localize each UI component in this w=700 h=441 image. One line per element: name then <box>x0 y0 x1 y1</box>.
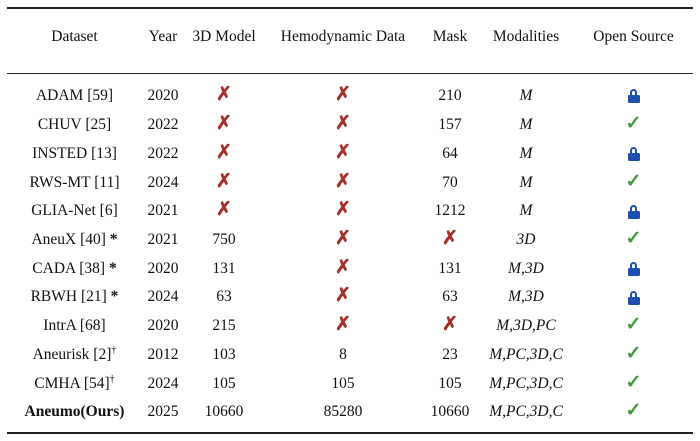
dataset-cell <box>7 73 142 111</box>
header-row <box>7 0 693 73</box>
model3d-cell <box>184 168 264 197</box>
bottom-rule <box>7 432 693 434</box>
modalities-cell: 3D <box>516 231 536 249</box>
dataset-name: GLIA-Net [6] <box>31 202 118 220</box>
table-row <box>7 398 693 427</box>
mask-cell: 63 <box>442 288 458 306</box>
table-row <box>7 254 693 283</box>
table-row <box>7 111 693 140</box>
cross-icon: ✗ <box>335 84 351 105</box>
mask-cell: 70 <box>442 173 458 191</box>
open-cell <box>574 369 693 398</box>
open-cell <box>574 73 693 111</box>
dataset-cell <box>7 254 142 283</box>
table-row <box>7 226 693 255</box>
table-row <box>7 140 693 169</box>
cross-icon: ✗ <box>335 228 351 250</box>
lock-icon <box>628 89 640 103</box>
table-row <box>7 73 693 111</box>
dataset-name: IntrA [68] <box>43 317 106 335</box>
model3d-cell <box>184 140 264 169</box>
open-cell <box>574 168 693 197</box>
header-year: Year <box>148 27 178 45</box>
mask-cell: 1212 <box>434 202 466 220</box>
year-cell: 2012 <box>147 345 179 363</box>
model3d-cell: 131 <box>212 259 236 277</box>
dataset-cell <box>7 283 142 312</box>
table-row <box>7 197 693 226</box>
check-icon: ✓ <box>625 342 642 364</box>
model3d-cell: 750 <box>212 231 236 249</box>
header-mask: Mask <box>432 27 468 45</box>
model3d-cell <box>184 111 264 140</box>
cross-icon: ✗ <box>335 314 351 336</box>
dataset-footnote-mark: * <box>105 231 118 249</box>
open-cell <box>574 254 693 283</box>
year-cell: 2020 <box>147 317 179 335</box>
dataset-cell <box>7 197 142 226</box>
cross-icon: ✗ <box>335 256 351 278</box>
hemo-cell: 8 <box>339 345 347 363</box>
modalities-cell: M,3D,PC <box>496 317 556 335</box>
dataset-name: Aneurisk [2] <box>32 346 112 364</box>
year-cell: 2022 <box>147 145 179 163</box>
dataset-comparison-table <box>7 0 693 427</box>
dataset-footnote-mark: * <box>105 259 117 277</box>
dataset-name: RBWH [21] <box>30 288 107 306</box>
dataset-cell <box>7 111 142 140</box>
dataset-cell <box>7 140 142 169</box>
hemo-cell <box>264 283 422 312</box>
header-hemodynamic-data: Hemodynamic Data <box>280 27 406 45</box>
table-body <box>7 73 693 427</box>
model3d-cell: 10660 <box>204 403 244 421</box>
mask-cell: 10660 <box>430 403 470 421</box>
check-icon: ✓ <box>625 400 642 422</box>
modalities-cell: M <box>519 116 533 134</box>
year-cell: 2020 <box>147 259 179 277</box>
model3d-cell <box>184 197 264 226</box>
header-dataset: Dataset <box>51 27 98 45</box>
mask-cell: 23 <box>442 345 458 363</box>
open-cell <box>574 111 693 140</box>
table-row <box>7 312 693 341</box>
table-row <box>7 283 693 312</box>
cross-icon: ✗ <box>335 113 351 135</box>
dataset-cell <box>7 312 142 341</box>
dataset-cell <box>7 341 142 370</box>
mask-cell <box>422 312 478 341</box>
modalities-cell: M,PC,3D,C <box>489 403 563 421</box>
dataset-footnote-mark: † <box>109 373 115 385</box>
dataset-cell <box>7 226 142 255</box>
open-cell <box>574 197 693 226</box>
cross-icon: ✗ <box>216 113 232 135</box>
dataset-name: AneuX [40] <box>31 231 106 249</box>
year-cell: 2024 <box>147 288 179 306</box>
dataset-name: CMHA [54] <box>34 375 110 393</box>
model3d-cell <box>184 73 264 111</box>
table-row <box>7 369 693 398</box>
modalities-cell: M <box>519 145 533 163</box>
year-cell: 2025 <box>147 403 179 421</box>
cross-icon: ✗ <box>442 314 458 336</box>
dataset-cell <box>7 168 142 197</box>
open-cell <box>574 398 693 427</box>
lock-icon <box>628 291 640 305</box>
hemo-cell <box>264 312 422 341</box>
model3d-cell: 105 <box>212 374 236 392</box>
cross-icon: ✗ <box>216 84 232 105</box>
hemo-cell <box>264 111 422 140</box>
year-cell: 2021 <box>147 202 179 220</box>
header-open-source: Open Source <box>593 27 674 45</box>
modalities-cell: M <box>519 173 533 191</box>
cross-icon: ✗ <box>216 142 232 164</box>
open-cell <box>574 283 693 312</box>
dataset-name: Aneumo(Ours) <box>24 403 125 421</box>
cross-icon: ✗ <box>442 228 458 250</box>
mask-cell: 210 <box>438 87 462 104</box>
dataset-cell <box>7 398 142 427</box>
modalities-cell: M <box>519 202 533 220</box>
dataset-name: CADA [38] <box>32 259 106 277</box>
model3d-cell: 63 <box>216 288 232 306</box>
hemo-cell <box>264 140 422 169</box>
cross-icon: ✗ <box>216 170 232 192</box>
open-cell <box>574 341 693 370</box>
cross-icon: ✗ <box>335 285 351 307</box>
hemo-cell <box>264 73 422 111</box>
hemo-cell <box>264 168 422 197</box>
year-cell: 2021 <box>147 231 179 249</box>
modalities-cell: M,3D <box>508 288 544 306</box>
year-cell: 2024 <box>147 374 179 392</box>
model3d-cell: 215 <box>212 317 236 335</box>
lock-icon <box>628 262 640 276</box>
cross-icon: ✗ <box>216 199 232 221</box>
check-icon: ✓ <box>625 113 642 135</box>
check-icon: ✓ <box>625 371 642 393</box>
check-icon: ✓ <box>625 170 642 192</box>
open-cell <box>574 140 693 169</box>
hemo-cell <box>264 197 422 226</box>
dataset-name: INSTED [13] <box>32 145 117 163</box>
cross-icon: ✗ <box>335 142 351 164</box>
mask-cell: 64 <box>442 145 458 163</box>
dataset-footnote-mark: * <box>106 288 119 306</box>
dataset-cell <box>7 369 142 398</box>
dataset-name: ADAM [59] <box>35 87 114 104</box>
cross-icon: ✗ <box>335 199 351 221</box>
hemo-cell: 85280 <box>323 403 363 421</box>
hemo-cell <box>264 226 422 255</box>
lock-icon <box>628 205 640 219</box>
table-row <box>7 168 693 197</box>
mask-cell: 105 <box>438 374 462 392</box>
year-cell: 2022 <box>147 116 179 134</box>
header-3d-model: 3D Model <box>192 27 256 45</box>
table-row <box>7 341 693 370</box>
lock-icon <box>628 147 640 161</box>
mask-cell <box>422 226 478 255</box>
modalities-cell: M,PC,3D,C <box>489 345 563 363</box>
mask-cell: 157 <box>438 116 462 134</box>
year-cell: 2024 <box>147 173 179 191</box>
cross-icon: ✗ <box>335 170 351 192</box>
dataset-footnote-mark: † <box>111 345 117 357</box>
modalities-cell: M,3D <box>508 259 544 277</box>
mask-cell: 131 <box>438 259 462 277</box>
dataset-name: RWS-MT [11] <box>29 173 120 191</box>
header-modalities: Modalities <box>492 27 560 45</box>
year-cell: 2020 <box>147 87 179 104</box>
hemo-cell: 105 <box>331 374 355 392</box>
modalities-cell: M,PC,3D,C <box>489 374 563 392</box>
modalities-cell: M <box>519 87 533 104</box>
hemo-cell <box>264 254 422 283</box>
open-cell <box>574 312 693 341</box>
model3d-cell: 103 <box>212 345 236 363</box>
open-cell <box>574 226 693 255</box>
check-icon: ✓ <box>625 228 642 250</box>
check-icon: ✓ <box>625 314 642 336</box>
dataset-name: CHUV [25] <box>37 116 112 134</box>
